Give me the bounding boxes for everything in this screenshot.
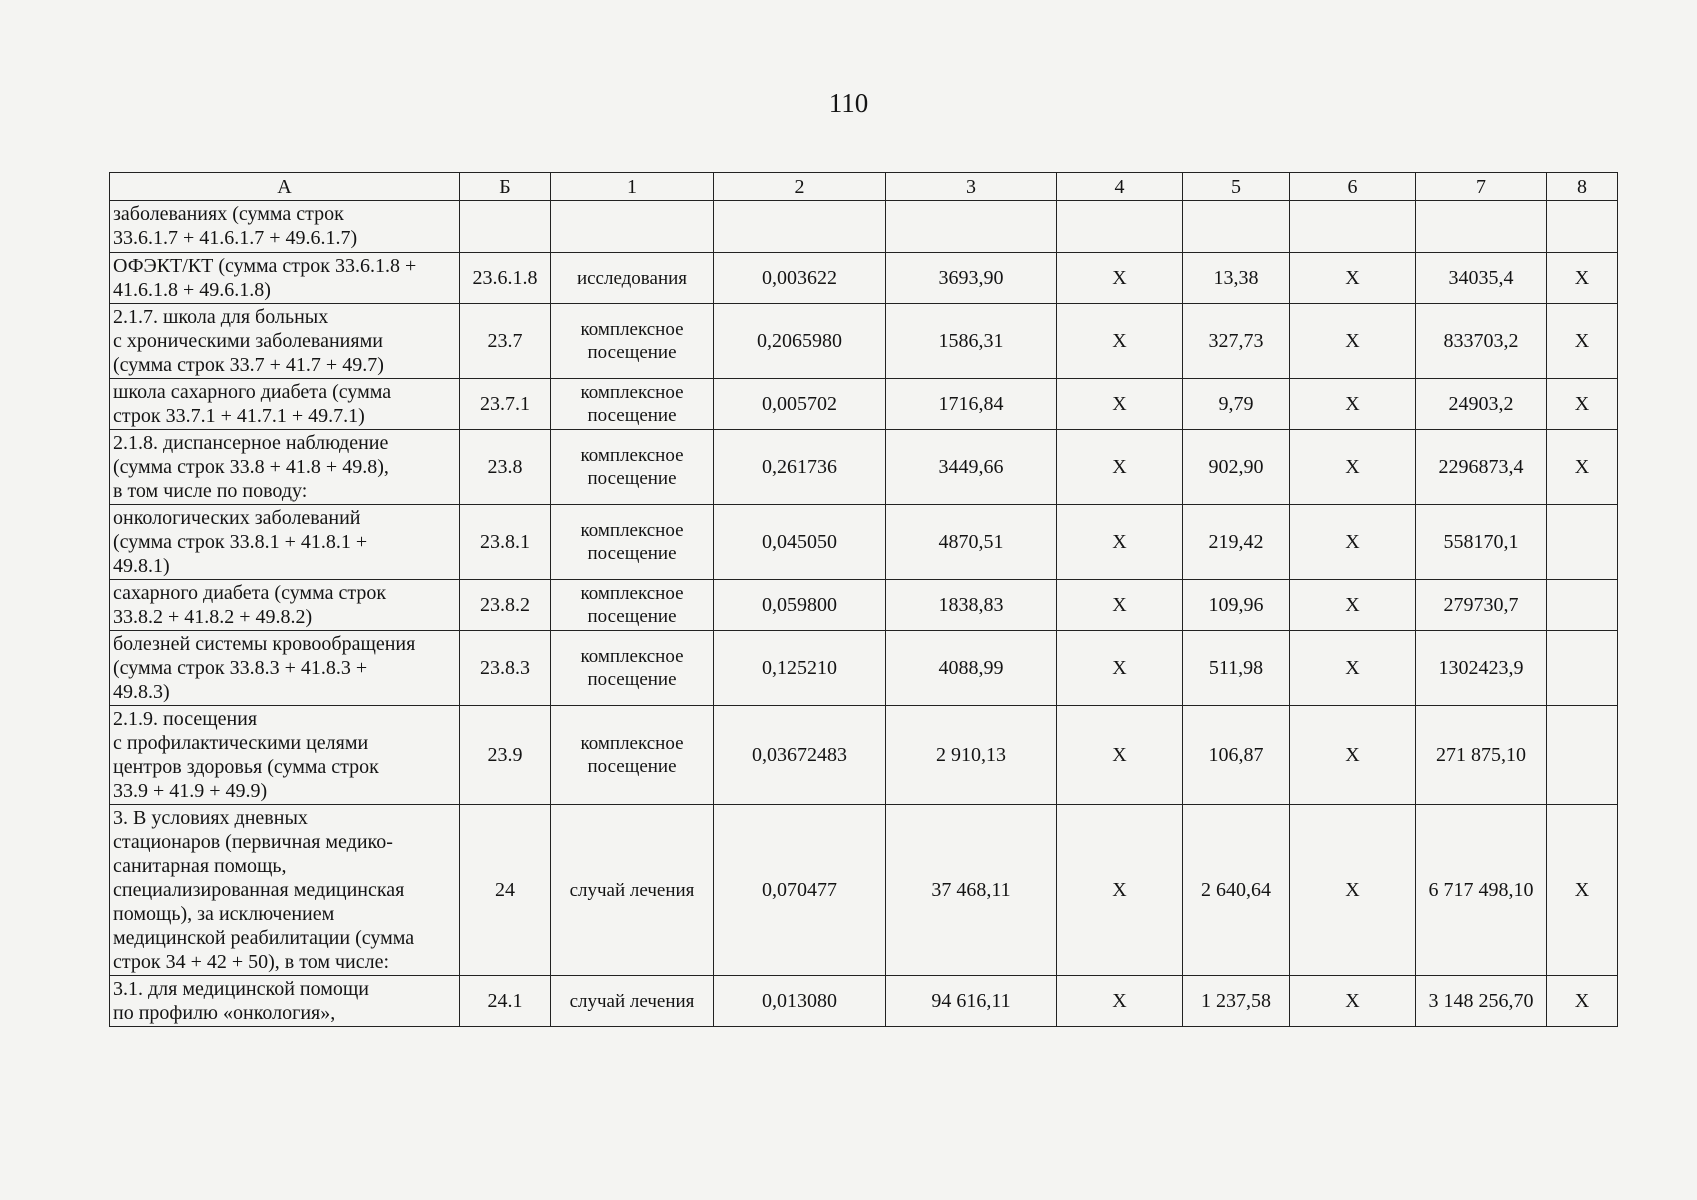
row-description: болезней системы кровообращения (сумма строк 33.8.3 + 41.8.3 + 49.8.3) [110,631,460,706]
value-cell: 4870,51 [886,505,1057,580]
column-header: 4 [1057,173,1183,201]
value-cell: 1586,31 [886,304,1057,379]
value-cell: 1716,84 [886,379,1057,430]
table-row [110,201,1618,253]
row-description: онкологических заболеваний (сумма строк 33.8.1 + 41.8.1 + 49.8.1) [110,505,460,580]
value-cell: Х [1547,304,1618,379]
unit-cell: комплексное посещение [551,631,714,706]
value-cell: Х [1290,253,1416,304]
value-cell: 2296873,4 [1416,430,1547,505]
value-cell: 511,98 [1183,631,1290,706]
value-cell: 1302423,9 [1416,631,1547,706]
column-header: Б [460,173,551,201]
table-row [110,430,1618,505]
row-code: 24.1 [460,976,551,1027]
row-description: сахарного диабета (сумма строк 33.8.2 + 41.8.2 + 49.8.2) [110,580,460,631]
row-description: школа сахарного диабета (сумма строк 33.7.1 + 41.7.1 + 49.7.1) [110,379,460,430]
value-cell: 2 640,64 [1183,805,1290,976]
value-cell: Х [1057,505,1183,580]
value-cell: 271 875,10 [1416,706,1547,805]
value-cell: Х [1057,253,1183,304]
value-cell [886,201,1057,253]
value-cell: 0,070477 [714,805,886,976]
value-cell: 109,96 [1183,580,1290,631]
table-row [110,706,1618,805]
value-cell: 6 717 498,10 [1416,805,1547,976]
row-description: 2.1.8. диспансерное наблюдение (сумма строк 33.8 + 41.8 + 49.8), в том числе по поводу: [110,430,460,505]
row-description: 3. В условиях дневных стационаров (первичная медико- санитарная помощь, специализированная медицинская помощь), за исключением медицинской реабилитации (сумма строк 34 + 42 + 50), в том числе: [110,805,460,976]
value-cell [1416,201,1547,253]
data-table [109,172,1618,1027]
row-code: 23.7 [460,304,551,379]
row-description: ОФЭКТ/КТ (сумма строк 33.6.1.8 + 41.6.1.8 + 49.6.1.8) [110,253,460,304]
value-cell: 3449,66 [886,430,1057,505]
value-cell: Х [1057,379,1183,430]
row-code: 23.8.3 [460,631,551,706]
column-header: 2 [714,173,886,201]
row-code: 23.8 [460,430,551,505]
value-cell: 24903,2 [1416,379,1547,430]
value-cell: 1 237,58 [1183,976,1290,1027]
value-cell: 37 468,11 [886,805,1057,976]
header-row [110,173,1618,201]
table-row [110,304,1618,379]
unit-cell: комплексное посещение [551,430,714,505]
value-cell [1057,201,1183,253]
value-cell: Х [1057,805,1183,976]
value-cell: Х [1290,304,1416,379]
table-row [110,631,1618,706]
unit-cell [551,201,714,253]
table-row [110,505,1618,580]
row-description: 2.1.9. посещения с профилактическими целями центров здоровья (сумма строк 33.9 + 41.9 + 49.9) [110,706,460,805]
value-cell: 13,38 [1183,253,1290,304]
row-code: 23.7.1 [460,379,551,430]
value-cell: 3693,90 [886,253,1057,304]
row-code [460,201,551,253]
value-cell: 0,125210 [714,631,886,706]
value-cell: Х [1547,253,1618,304]
value-cell: 0,003622 [714,253,886,304]
value-cell: 0,005702 [714,379,886,430]
page-number: 110 [828,88,869,118]
value-cell: Х [1057,580,1183,631]
value-cell: 0,2065980 [714,304,886,379]
value-cell: 0,03672483 [714,706,886,805]
value-cell: 0,045050 [714,505,886,580]
column-header: 1 [551,173,714,201]
table-row [110,580,1618,631]
table-row [110,805,1618,976]
value-cell: 4088,99 [886,631,1057,706]
value-cell: 219,42 [1183,505,1290,580]
value-cell: Х [1057,976,1183,1027]
value-cell: 558170,1 [1416,505,1547,580]
value-cell: 833703,2 [1416,304,1547,379]
value-cell: 327,73 [1183,304,1290,379]
value-cell: 1838,83 [886,580,1057,631]
unit-cell: комплексное посещение [551,379,714,430]
row-description: 3.1. для медицинской помощи по профилю «онкология», [110,976,460,1027]
row-description: 2.1.7. школа для больных с хроническими заболеваниями (сумма строк 33.7 + 41.7 + 49.7) [110,304,460,379]
column-header: 5 [1183,173,1290,201]
value-cell: 0,013080 [714,976,886,1027]
value-cell [1183,201,1290,253]
value-cell: Х [1547,805,1618,976]
column-header: 7 [1416,173,1547,201]
table-row [110,379,1618,430]
value-cell [1547,201,1618,253]
table-row [110,976,1618,1027]
unit-cell: комплексное посещение [551,505,714,580]
value-cell [1290,201,1416,253]
value-cell: 3 148 256,70 [1416,976,1547,1027]
value-cell: Х [1547,379,1618,430]
value-cell: Х [1057,304,1183,379]
value-cell: 279730,7 [1416,580,1547,631]
value-cell [1547,505,1618,580]
value-cell: 2 910,13 [886,706,1057,805]
column-header: А [110,173,460,201]
row-code: 24 [460,805,551,976]
column-header: 8 [1547,173,1618,201]
value-cell: Х [1057,631,1183,706]
unit-cell: комплексное посещение [551,304,714,379]
value-cell: 34035,4 [1416,253,1547,304]
value-cell: Х [1290,631,1416,706]
unit-cell: случай лечения [551,805,714,976]
value-cell: 0,261736 [714,430,886,505]
value-cell [1547,706,1618,805]
value-cell [1547,580,1618,631]
row-code: 23.8.1 [460,505,551,580]
unit-cell: исследования [551,253,714,304]
value-cell: Х [1290,505,1416,580]
value-cell: Х [1290,580,1416,631]
value-cell: 0,059800 [714,580,886,631]
value-cell: 9,79 [1183,379,1290,430]
row-code: 23.8.2 [460,580,551,631]
row-description: заболеваниях (сумма строк 33.6.1.7 + 41.6.1.7 + 49.6.1.7) [110,201,460,253]
value-cell: Х [1290,430,1416,505]
value-cell: Х [1547,976,1618,1027]
value-cell: Х [1057,706,1183,805]
value-cell: Х [1057,430,1183,505]
value-cell: Х [1290,805,1416,976]
value-cell [714,201,886,253]
value-cell: 94 616,11 [886,976,1057,1027]
row-code: 23.9 [460,706,551,805]
value-cell [1547,631,1618,706]
column-header: 6 [1290,173,1416,201]
value-cell: Х [1290,976,1416,1027]
unit-cell: случай лечения [551,976,714,1027]
column-header: 3 [886,173,1057,201]
unit-cell: комплексное посещение [551,580,714,631]
value-cell: Х [1547,430,1618,505]
unit-cell: комплексное посещение [551,706,714,805]
value-cell: 106,87 [1183,706,1290,805]
value-cell: Х [1290,379,1416,430]
table-row [110,253,1618,304]
value-cell: 902,90 [1183,430,1290,505]
row-code: 23.6.1.8 [460,253,551,304]
value-cell: Х [1290,706,1416,805]
